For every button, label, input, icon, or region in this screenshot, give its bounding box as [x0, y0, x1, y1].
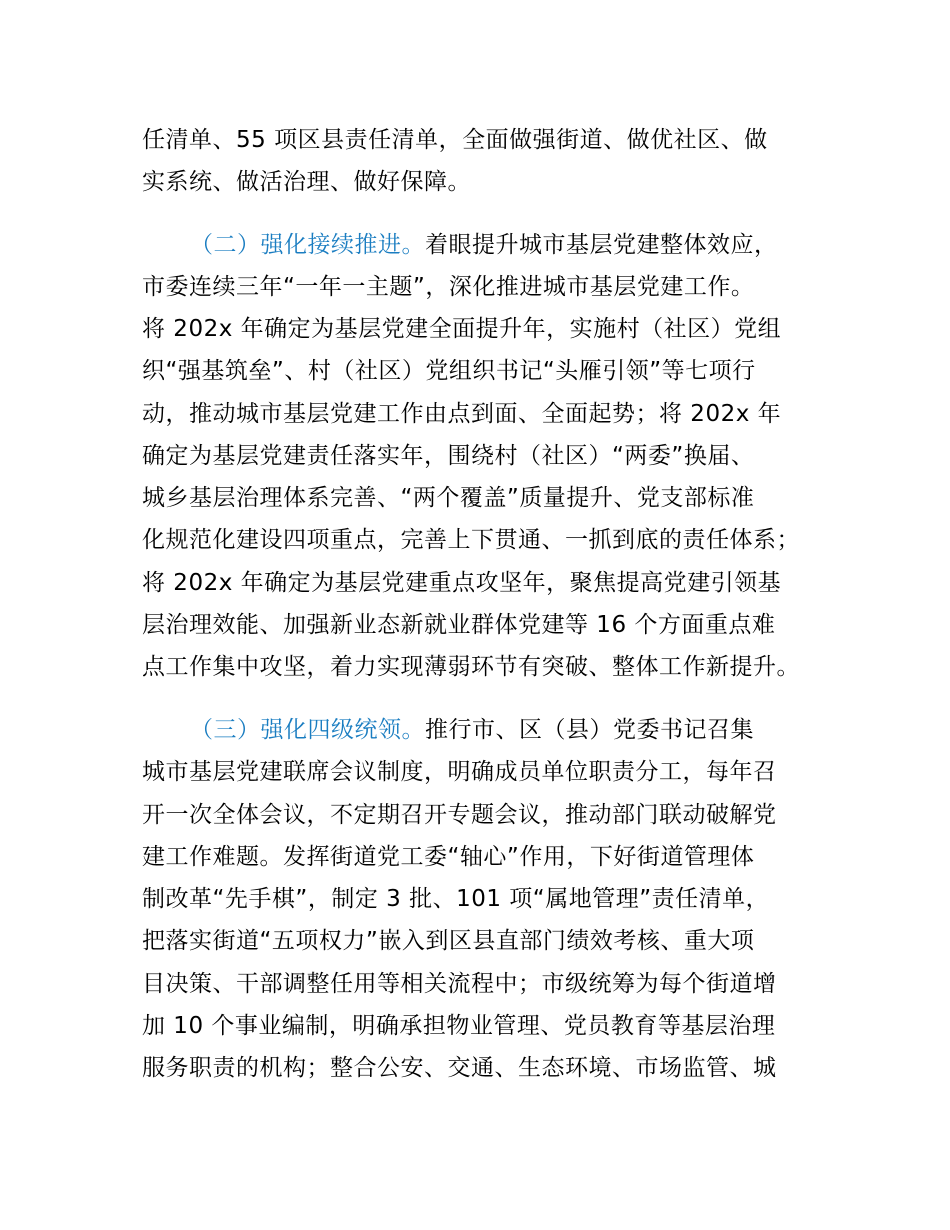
text-span: 推行市、区（县）党委书记召集 [425, 717, 754, 743]
text-line: 服务职责的机构；整合公安、交通、生态环境、市场监管、城 [142, 1055, 777, 1081]
text-line: 建工作难题。发挥街道党工委“轴心”作用，下好街道管理体 [142, 844, 755, 870]
text-line: 目决策、干部调整任用等相关流程中；市级统筹为每个街道增 [142, 971, 777, 997]
text-line: 织“强基筑垒”、村（社区）党组织书记“头雁引领”等七项行 [142, 358, 756, 384]
text-line: 开一次全体会议，不定期召开专题会议，推动部门联动破解党 [142, 802, 777, 828]
section-heading: （二）强化接续推进。 [190, 232, 425, 258]
text-line: 任清单、55 项区县责任清单，全面做强街道、做优社区、做 [142, 127, 768, 153]
text-line: 城乡基层治理体系完善、“两个覆盖”质量提升、党支部标准 [142, 485, 755, 511]
text-line: 动，推动城市基层党建工作由点到面、全面起势；将 202x 年 [142, 401, 782, 427]
text-line: 将 202x 年确定为基层党建全面提升年，实施村（社区）党组 [142, 316, 782, 342]
paragraph-first-line [190, 230, 778, 260]
text-line: 城市基层党建联席会议制度，明确成员单位职责分工，每年召 [142, 759, 777, 785]
text-line: 把落实街道“五项权力”嵌入到区县直部门绩效考核、重大项 [142, 928, 755, 954]
text-line: 点工作集中攻坚，着力实现薄弱环节有突破、整体工作新提升。 [142, 654, 800, 680]
text-line: 制改革“先手棋”，制定 3 批、101 项“属地管理”责任清单， [142, 886, 770, 912]
paragraph-first-line [190, 715, 754, 745]
text-line: 市委连续三年“一年一主题”，深化推进城市基层党建工作。 [142, 274, 755, 300]
text-line: 将 202x 年确定为基层党建重点攻坚年，聚焦提高党建引领基 [142, 570, 782, 596]
text-line: 实系统、做活治理、做好保障。 [142, 169, 471, 195]
text-span: 着眼提升城市基层党建整体效应， [425, 232, 778, 258]
section-heading: （三）强化四级统领。 [190, 717, 425, 743]
text-line: 确定为基层党建责任落实年，围绕村（社区）“两委”换届、 [142, 443, 755, 469]
text-line: 层治理效能、加强新业态新就业群体党建等 16 个方面重点难 [142, 612, 776, 638]
text-line: 化规范化建设四项重点，完善上下贯通、一抓到底的责任体系； [142, 527, 800, 553]
text-line: 加 10 个事业编制，明确承担物业管理、党员教育等基层治理 [142, 1013, 776, 1039]
